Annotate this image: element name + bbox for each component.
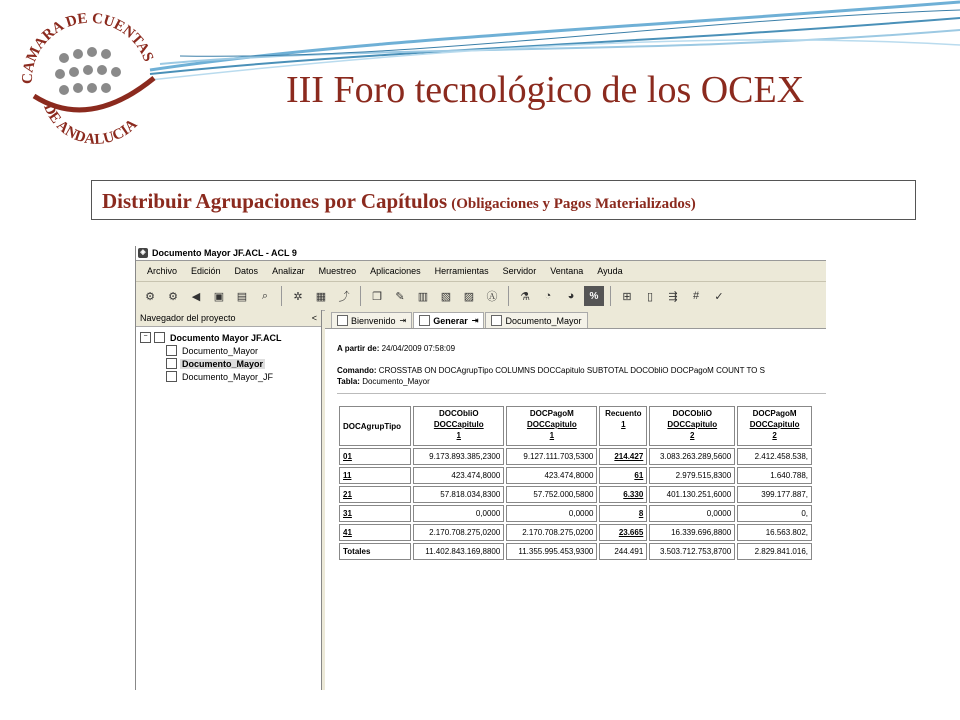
table-cell: 423.474,8000 <box>413 467 504 484</box>
tree-item[interactable] <box>140 344 317 357</box>
log-table: Tabla: Documento_Mayor <box>337 377 430 386</box>
project-tree <box>136 327 321 387</box>
toolbar <box>136 282 826 311</box>
crosstab-table <box>337 404 814 562</box>
column-header: Recuento 1 <box>599 406 647 446</box>
menu-edicion[interactable]: Edición <box>191 266 221 276</box>
table-cell: 57.818.034,8300 <box>413 486 504 503</box>
log-command: Comando: CROSSTAB ON DOCAgrupTipo COLUMNS DOCCapitulo SUBTOTAL DOCObliO DOCPagoM COUNT TO S <box>337 366 765 375</box>
page-icon <box>419 315 430 326</box>
toolbar-separator <box>508 286 509 306</box>
table-row <box>339 448 812 465</box>
row-key-link[interactable]: 31 <box>339 505 411 522</box>
project-folder-icon <box>154 332 165 343</box>
table-cell: 3.503.712.753,8700 <box>649 543 735 560</box>
table-icon <box>166 345 177 356</box>
table-icon <box>166 358 177 369</box>
hierarchy-icon[interactable]: ⊞ <box>622 290 632 303</box>
camara-de-cuentas-logo <box>14 6 164 156</box>
columns-icon[interactable]: ▯ <box>646 290 654 303</box>
menu-datos[interactable]: Datos <box>234 266 259 276</box>
table-cell: 401.130.251,6000 <box>649 486 735 503</box>
table-cell: 0,0000 <box>413 505 504 522</box>
column-header: DOCAgrupTipo <box>339 406 411 446</box>
edit-icon[interactable]: ✎ <box>395 290 405 303</box>
count-link[interactable]: 214.427 <box>599 448 647 465</box>
table-cell: 1.640.788, <box>737 467 812 484</box>
toolbar-separator <box>360 286 361 306</box>
table-row <box>339 524 812 541</box>
tab-label: Bienvenido <box>351 315 396 326</box>
back-icon[interactable]: ◀ <box>191 290 201 303</box>
menu-ayuda[interactable]: Ayuda <box>597 266 623 276</box>
subtitle-paren: (Obligaciones y Pagos Materializados) <box>451 196 696 212</box>
save-icon[interactable]: ▣ <box>213 290 225 303</box>
tree-item[interactable] <box>140 370 317 383</box>
tab-bienvenido[interactable] <box>331 312 412 328</box>
slide-title: III Foro tecnológico de los OCEX <box>286 69 805 111</box>
menu-aplicaciones[interactable]: Aplicaciones <box>370 266 421 276</box>
table-cell: 2.979.515,8300 <box>649 467 735 484</box>
font-icon[interactable]: Ⓐ <box>486 291 498 303</box>
table-cell: 11.355.995.453,9300 <box>506 543 597 560</box>
tab-bar <box>325 310 826 329</box>
menu-muestreo[interactable]: Muestreo <box>318 266 357 276</box>
row-key-link[interactable]: 41 <box>339 524 411 541</box>
tree-item-label: Documento_Mayor <box>182 345 259 356</box>
table-icon <box>491 315 502 326</box>
totals-row <box>339 543 812 560</box>
process-icon[interactable]: ✲ <box>293 290 303 303</box>
pin-icon[interactable]: ⇥ <box>399 316 407 325</box>
menu-analizar[interactable]: Analizar <box>272 266 305 276</box>
navigator-header <box>136 310 321 327</box>
acl-app-window <box>135 246 826 690</box>
table-cell: 16.339.696,8800 <box>649 524 735 541</box>
menu-archivo[interactable]: Archivo <box>147 266 178 276</box>
table-cell: 3.083.263.289,5600 <box>649 448 735 465</box>
copy-icon[interactable]: ❐ <box>372 290 382 303</box>
gear-icon[interactable]: ⚙ <box>145 290 155 303</box>
table-cell: 16.563.802, <box>737 524 812 541</box>
table-header-row <box>339 406 812 446</box>
table-cell: 2.829.841.016, <box>737 543 812 560</box>
table-row <box>339 467 812 484</box>
menu-servidor[interactable]: Servidor <box>502 266 537 276</box>
column-header: DOCPagoM DOCCapitulo 1 <box>506 406 597 446</box>
window-titlebar <box>136 246 826 261</box>
menu-herramientas[interactable]: Herramientas <box>434 266 489 276</box>
table-cell: 9.173.893.385,2300 <box>413 448 504 465</box>
subtitle-main: Distribuir Agrupaciones por Capítulos <box>102 189 448 213</box>
menu-ventana[interactable]: Ventana <box>550 266 584 276</box>
lab-icon[interactable]: ⚗ <box>520 290 530 303</box>
main-panel <box>325 310 826 690</box>
table-cell: 399.177.887, <box>737 486 812 503</box>
table-cell: 11.402.843.169,8800 <box>413 543 504 560</box>
find-icon[interactable]: ⌕ <box>261 289 269 302</box>
column-header: DOCObliO DOCCapitulo 1 <box>413 406 504 446</box>
toolbar-separator <box>281 286 282 306</box>
count-link[interactable]: 6.330 <box>599 486 647 503</box>
column-header: DOCObliO DOCCapitulo 2 <box>649 406 735 446</box>
tree-item[interactable] <box>140 357 317 370</box>
logo-text-top: CAMARA DE CUENTAS <box>19 10 157 85</box>
tree-item-label: Documento_Mayor_JF <box>182 371 274 382</box>
count-link[interactable]: 23.665 <box>599 524 647 541</box>
table-cell: 0,0000 <box>506 505 597 522</box>
table-cell: 57.752.000,5800 <box>506 486 597 503</box>
tab-generar[interactable] <box>413 312 484 328</box>
table-edit-icon[interactable]: ▧ <box>440 290 452 303</box>
toolbar-separator <box>610 286 611 306</box>
number-icon[interactable]: # <box>692 290 700 302</box>
tree-item-label: Documento_Mayor <box>182 358 264 369</box>
tab-label: Documento_Mayor <box>505 315 582 326</box>
open-icon[interactable]: ⚙ <box>168 290 178 303</box>
tree-root-label: Documento Mayor JF.ACL <box>170 332 282 343</box>
navigator-title: Navegador del proyecto <box>140 313 236 323</box>
grid-icon[interactable]: ▦ <box>315 290 327 303</box>
totals-label: Totales <box>339 543 411 560</box>
filter-icon[interactable]: ⤴ <box>338 291 350 303</box>
join-icon[interactable]: ⇶ <box>668 290 678 303</box>
window-title: Documento Mayor JF.ACL - ACL 9 <box>152 248 297 258</box>
table-cell: 9.127.111.703,5300 <box>506 448 597 465</box>
table-icon[interactable]: ▥ <box>417 290 429 303</box>
separator <box>337 393 826 394</box>
expand-icon[interactable]: − <box>140 332 151 343</box>
app-icon: ◈ <box>138 248 148 258</box>
table-cell: 2.170.708.275,0200 <box>506 524 597 541</box>
tab-label: Generar <box>433 315 468 326</box>
table-delete-icon[interactable]: ▨ <box>463 290 475 303</box>
menu-bar <box>136 261 826 282</box>
table-cell: 2.170.708.275,0200 <box>413 524 504 541</box>
print-icon[interactable]: ▤ <box>236 290 248 303</box>
chart-icon[interactable]: ◔ <box>544 290 552 302</box>
count-link[interactable]: 8 <box>599 505 647 522</box>
logo-text-bottom: DE ANDALUCIA <box>40 101 141 148</box>
subtitle-box <box>91 180 916 220</box>
row-key-link[interactable]: 01 <box>339 448 411 465</box>
row-key-link[interactable]: 21 <box>339 486 411 503</box>
collapse-button[interactable]: < <box>311 313 317 323</box>
table-cell: 2.412.458.538, <box>737 448 812 465</box>
spell-icon[interactable]: ✓ <box>714 290 724 303</box>
tree-root[interactable] <box>140 331 317 344</box>
table-row <box>339 486 812 503</box>
column-header: DOCPagoM DOCCapitulo 2 <box>737 406 812 446</box>
log-content <box>325 329 826 570</box>
count-link[interactable]: 61 <box>599 467 647 484</box>
table-cell: 0,0000 <box>649 505 735 522</box>
page-icon <box>337 315 348 326</box>
pie-icon[interactable]: ◕ <box>567 290 575 302</box>
table-cell: 244.491 <box>599 543 647 560</box>
table-cell: 423.474,8000 <box>506 467 597 484</box>
script-icon <box>166 371 177 382</box>
table-row <box>339 505 812 522</box>
project-navigator <box>136 310 322 690</box>
row-key-link[interactable]: 11 <box>339 467 411 484</box>
table-cell: 0, <box>737 505 812 522</box>
percent-icon[interactable]: % <box>584 286 604 306</box>
log-from: A partir de: 24/04/2009 07:58:09 <box>337 344 456 353</box>
pin-icon[interactable]: ⇥ <box>471 316 479 325</box>
tab-documento-mayor[interactable] <box>485 312 587 328</box>
